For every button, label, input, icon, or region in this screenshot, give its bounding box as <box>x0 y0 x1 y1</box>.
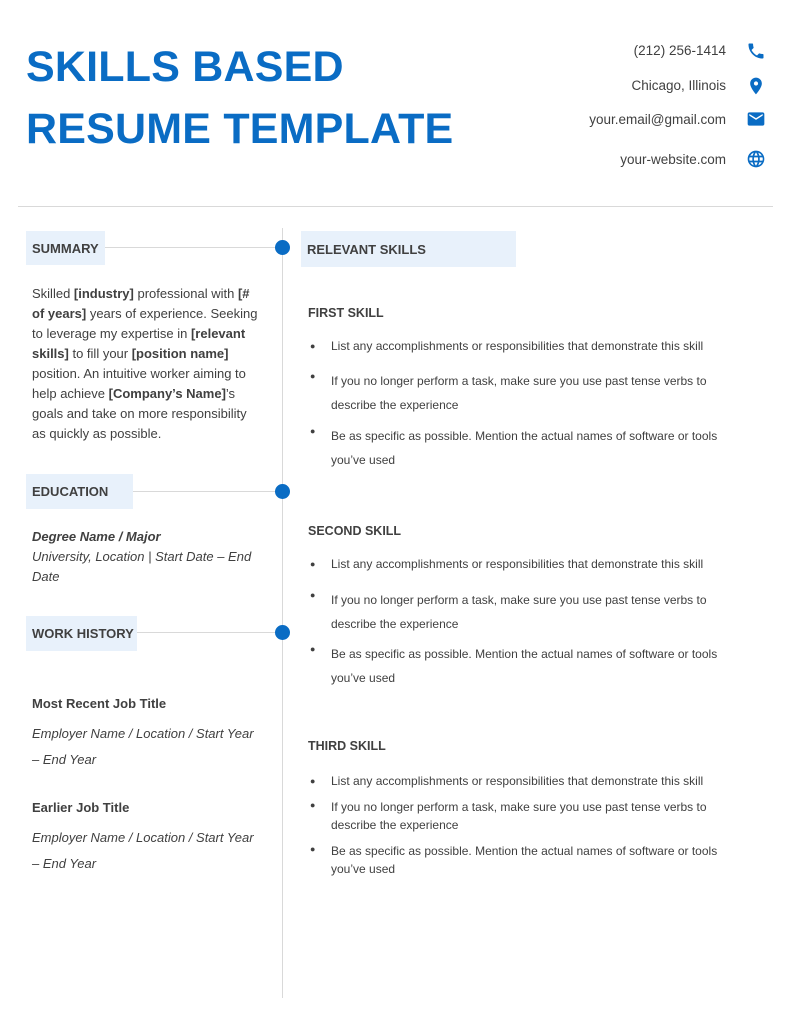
summary-placeholder: [position name] <box>131 346 229 361</box>
summary-text-segment: position. An intuitive worker aiming to help achieve <box>32 366 246 401</box>
bullet-dot: ● <box>310 644 316 654</box>
contact-location: Chicago, Illinois <box>631 78 726 93</box>
skill-bullet: Be as specific as possible. Mention the actual names of software or tools you’ve used <box>331 647 718 685</box>
envelope-icon <box>746 109 766 129</box>
contact-email[interactable]: your.email@gmail.com <box>589 112 726 127</box>
summary-text <box>32 284 262 444</box>
summary-connector-line <box>105 247 277 248</box>
summary-placeholder: [Company’s Name] <box>108 386 226 401</box>
summary-placeholder: [industry] <box>73 286 134 301</box>
work-history-connector-line <box>137 632 277 633</box>
bullet-dot: ● <box>310 844 316 854</box>
header-divider <box>18 206 773 207</box>
resume-title-line-2: RESUME TEMPLATE <box>26 105 454 153</box>
location-pin-icon <box>746 76 766 96</box>
summary-text-segment: professional with <box>133 286 238 301</box>
bullet-dot: ● <box>310 371 316 381</box>
skill-bullet: If you no longer perform a task, make sure you use past tense verbs to describe the experience <box>331 374 707 412</box>
bullet-dot: ● <box>310 426 316 436</box>
job-title: Earlier Job Title <box>32 800 130 815</box>
job-title: Most Recent Job Title <box>32 696 167 711</box>
summary-text-segment: years of experience. Seeking to leverage my expertise in <box>32 306 258 341</box>
job-details: Employer Name / Location / Start Year – End Year <box>32 726 254 767</box>
globe-icon <box>746 149 766 169</box>
summary-placeholder: [relevant skills] <box>32 326 246 361</box>
resume-title-line-1: SKILLS BASED <box>26 43 344 91</box>
skill-title: THIRD SKILL <box>308 739 386 753</box>
summary-heading: SUMMARY <box>26 231 105 265</box>
skill-bullet: If you no longer perform a task, make sure you use past tense verbs to describe the experience <box>331 800 707 832</box>
summary-text-segment: Skilled <box>32 286 74 301</box>
skill-title: SECOND SKILL <box>308 524 402 538</box>
education-details: University, Location | Start Date – End Date <box>32 549 252 584</box>
skill-bullet: List any accomplishments or responsibilities that demonstrate this skill <box>331 774 704 788</box>
degree-name: Degree Name / Major <box>32 529 161 544</box>
bullet-dot: ● <box>310 776 316 786</box>
summary-placeholder: [# of years] <box>32 286 250 321</box>
contact-website[interactable]: your-website.com <box>620 152 726 167</box>
education-connector-line <box>133 491 277 492</box>
education-heading: EDUCATION <box>26 474 133 509</box>
work-history-heading: WORK HISTORY <box>26 616 137 651</box>
skill-bullet: List any accomplishments or responsibilities that demonstrate this skill <box>331 557 704 571</box>
summary-text-segment: to fill your <box>68 346 132 361</box>
bullet-dot: ● <box>310 800 316 810</box>
education-timeline-dot <box>275 484 290 499</box>
bullet-dot: ● <box>310 559 316 569</box>
skill-bullet: List any accomplishments or responsibilities that demonstrate this skill <box>331 339 704 353</box>
bullet-dot: ● <box>310 341 316 351</box>
work-history-timeline-dot <box>275 625 290 640</box>
relevant-skills-heading: RELEVANT SKILLS <box>301 231 516 267</box>
skill-bullet: If you no longer perform a task, make sure you use past tense verbs to describe the experience <box>331 593 707 631</box>
summary-text-segment: ’s goals and take on more responsibility as quickly as possible. <box>32 386 247 441</box>
phone-icon <box>746 41 766 61</box>
skill-bullet: Be as specific as possible. Mention the actual names of software or tools you’ve used <box>331 844 718 876</box>
skill-title: FIRST SKILL <box>308 306 384 320</box>
contact-phone: (212) 256-1414 <box>633 43 726 58</box>
bullet-dot: ● <box>310 590 316 600</box>
timeline-vertical-line <box>282 228 283 998</box>
summary-timeline-dot <box>275 240 290 255</box>
skill-bullet: Be as specific as possible. Mention the actual names of software or tools you’ve used <box>331 429 718 467</box>
job-details: Employer Name / Location / Start Year – End Year <box>32 830 254 871</box>
